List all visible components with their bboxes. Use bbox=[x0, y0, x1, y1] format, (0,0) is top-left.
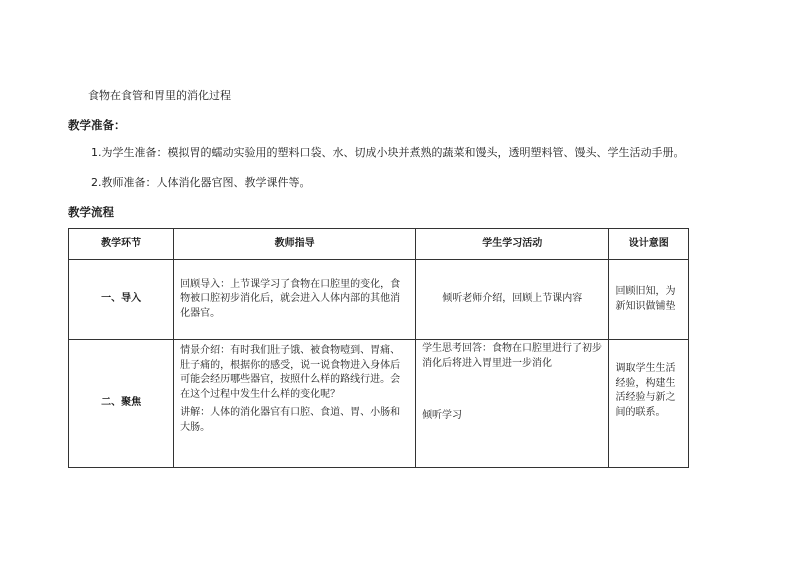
teacher-text: 讲解：人体的消化器官有口腔、食道、胃、小肠和大肠。 bbox=[180, 407, 401, 433]
intent-text: 调取学生生活经验，构建生活经验与新之间的联系。 bbox=[615, 363, 676, 418]
header-teacher: 教师指导 bbox=[174, 229, 416, 260]
prep-section-title: 教学准备： bbox=[68, 118, 126, 132]
stage-cell: 二、聚焦 bbox=[69, 340, 174, 468]
student-cell bbox=[416, 340, 609, 468]
table-row bbox=[69, 260, 689, 340]
stage-cell: 一、导入 bbox=[69, 260, 174, 340]
document-heading: 食物在食管和胃里的消化过程 bbox=[88, 89, 231, 102]
intent-cell bbox=[609, 340, 689, 468]
table-row bbox=[69, 340, 689, 468]
intent-text: 回顾旧知，为新知识做铺垫 bbox=[615, 286, 676, 312]
header-stage: 教学环节 bbox=[69, 229, 174, 260]
teacher-text: 回顾导入：上节课学习了食物在口腔里的变化，食物被口腔初步消化后，就会进入人体内部的其他消化器官。 bbox=[180, 278, 401, 319]
flow-section-title: 教学流程 bbox=[68, 205, 114, 219]
student-text: 倾听老师介绍，回顾上节课内容 bbox=[442, 293, 583, 305]
teacher-text: 情景介绍：有时我们肚子饿、被食物噎到、胃痛、肚子痛的，根据你的感受，说一说食物进入身体后可能会经历哪些器官，按照什么样的路线行进。会在这个过程中发生什么样的变化呢？ bbox=[180, 345, 401, 400]
table-header-row bbox=[69, 229, 689, 260]
student-text: 倾听学习 bbox=[422, 410, 463, 421]
prep-item-teacher: 2.教师准备：人体消化器官图、教学课件等。 bbox=[91, 176, 311, 189]
teacher-cell bbox=[174, 260, 416, 340]
teacher-cell bbox=[174, 340, 416, 468]
intent-cell bbox=[609, 260, 689, 340]
prep-item-student: 1.为学生准备：模拟胃的蠕动实验用的塑料口袋、水、切成小块并煮熟的蔬菜和馒头，透明塑料管、馒头、学生活动手册。 bbox=[91, 146, 685, 159]
student-text: 学生思考回答：食物在口腔里进行了初步消化后将进入胃里进一步消化 bbox=[422, 343, 603, 369]
header-intent: 设计意图 bbox=[609, 229, 689, 260]
student-cell bbox=[416, 260, 609, 340]
teaching-flow-table bbox=[68, 228, 689, 468]
header-student: 学生学习活动 bbox=[416, 229, 609, 260]
